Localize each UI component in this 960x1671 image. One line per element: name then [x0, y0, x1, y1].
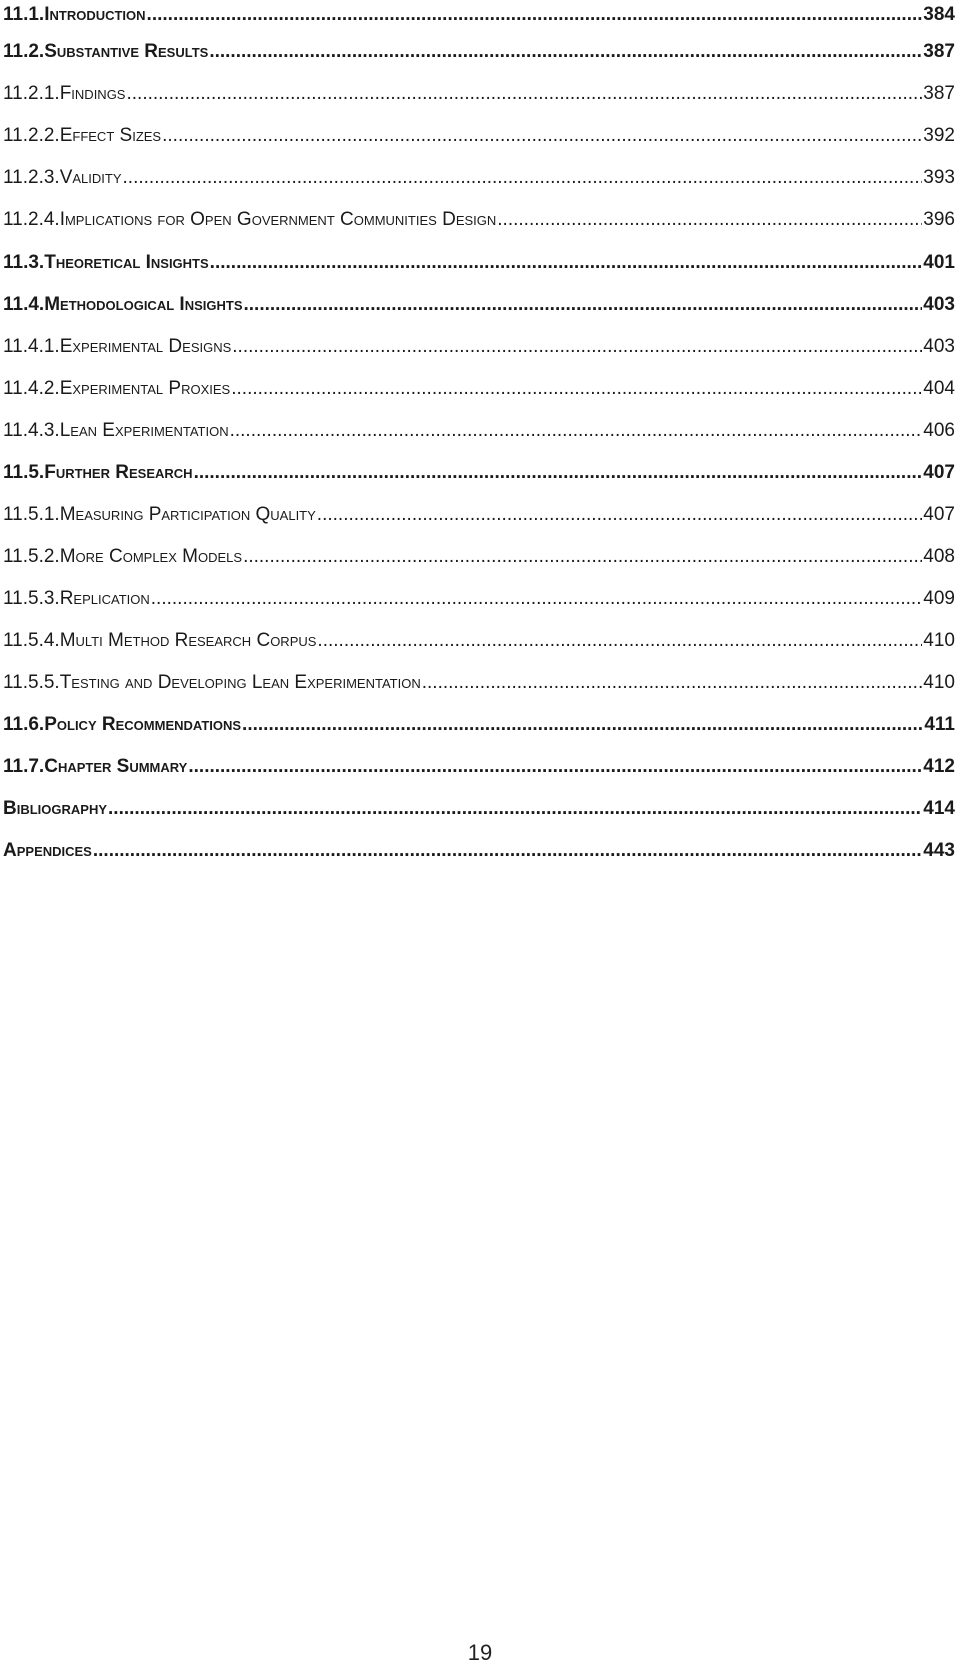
toc-entry-page: 414 [923, 798, 955, 819]
toc-entry[interactable] [3, 542, 955, 572]
toc-entry-title: Effect Sizes [59, 125, 162, 146]
toc-entry-title: Bibliography [3, 798, 108, 819]
toc-entry-title: Appendices [3, 840, 92, 861]
toc-dot-leader [317, 500, 923, 530]
toc-entry-page: 387 [923, 83, 955, 104]
toc-entry-page: 401 [923, 252, 955, 273]
toc-entry[interactable] [3, 163, 955, 193]
toc-dot-leader [108, 794, 922, 824]
toc-entry-page: 407 [923, 504, 955, 525]
toc-entry-title: Experimental Proxies [59, 378, 231, 399]
toc-entry-number: 11.6. [3, 714, 45, 735]
toc-entry-number: 11.7. [3, 756, 45, 777]
toc-entry-number: 11.4. [3, 294, 45, 315]
toc-entry-number: 11.5.2. [3, 546, 60, 567]
toc-entry[interactable] [3, 374, 955, 404]
toc-entry-page: 407 [923, 462, 955, 483]
toc-entry-number: 11.5.5. [3, 672, 60, 693]
toc-entry-title: Validity [59, 167, 122, 188]
toc-entry-page: 410 [923, 630, 955, 651]
toc-entry-title: Measuring Participation Quality [59, 504, 316, 525]
toc-dot-leader [123, 163, 923, 193]
toc-entry-page: 392 [923, 125, 955, 146]
toc-entry-title: Chapter Summary [44, 756, 188, 777]
toc-entry[interactable] [3, 500, 955, 530]
toc-entry-page: 406 [923, 420, 955, 441]
toc-entry-number: 11.2. [3, 41, 45, 62]
toc-entry-title: Further Research [44, 462, 193, 483]
toc-entry[interactable] [3, 332, 955, 362]
toc-entry[interactable] [3, 836, 955, 866]
toc-entry[interactable] [3, 79, 955, 109]
toc-dot-leader [126, 79, 922, 109]
toc-entry[interactable] [3, 37, 955, 67]
toc-entry-number: 11.5.1. [3, 504, 60, 525]
toc-entry-title: Substantive Results [44, 41, 209, 62]
toc-entry-page: 403 [923, 336, 955, 357]
toc-entry[interactable] [3, 710, 955, 740]
toc-dot-leader [162, 121, 922, 151]
toc-entry[interactable] [3, 752, 955, 782]
toc-entry-page: 411 [924, 714, 955, 735]
toc-entry-page: 412 [923, 756, 955, 777]
toc-entry-title: Implications for Open Government Communities Design [59, 209, 497, 230]
toc-entry-title: Multi Method Research Corpus [59, 630, 317, 651]
toc-dot-leader [231, 374, 922, 404]
toc-entry-title: Introduction [44, 4, 146, 25]
toc-dot-leader [188, 752, 922, 782]
toc-entry-number: 11.2.4. [3, 209, 60, 230]
toc-entry[interactable] [3, 668, 955, 698]
toc-entry-title: Theoretical Insights [44, 252, 209, 273]
toc-dot-leader [497, 205, 922, 235]
toc-entry-number: 11.4.2. [3, 378, 60, 399]
toc-entry-page: 404 [923, 378, 955, 399]
toc-entry-title: Replication [59, 588, 150, 609]
toc-entry[interactable] [3, 121, 955, 151]
toc-entry-title: Testing and Developing Lean Experimentation [59, 672, 421, 693]
toc-dot-leader [230, 416, 923, 446]
toc-entry-number: 11.2.3. [3, 167, 60, 188]
toc-entry-title: Lean Experimentation [59, 420, 229, 441]
toc-entry-number: 11.2.1. [3, 83, 60, 104]
toc-entry-number: 11.3. [3, 252, 45, 273]
toc-entry[interactable] [3, 0, 955, 30]
toc-entry-page: 409 [923, 588, 955, 609]
toc-entry[interactable] [3, 416, 955, 446]
toc-dot-leader [93, 836, 922, 866]
toc-entry-title: Experimental Designs [59, 336, 232, 357]
toc-entry-title: Methodological Insights [44, 294, 243, 315]
toc-dot-leader [317, 626, 922, 656]
toc-entry[interactable] [3, 794, 955, 824]
toc-entry-page: 387 [923, 41, 955, 62]
toc-dot-leader [232, 332, 922, 362]
toc-dot-leader [194, 458, 923, 488]
toc-entry-title: Policy Recommendations [44, 714, 242, 735]
toc-entry-title: Findings [59, 83, 126, 104]
toc-entry-number: 11.5.4. [3, 630, 60, 651]
toc-entry-number: 11.5. [3, 462, 45, 483]
toc-entry-page: 393 [923, 167, 955, 188]
toc-entry-number: 11.5.3. [3, 588, 60, 609]
toc-entry-number: 11.2.2. [3, 125, 60, 146]
toc-dot-leader [422, 668, 923, 698]
page-number: 19 [467, 1640, 493, 1665]
toc-dot-leader [244, 290, 923, 320]
toc-dot-leader [210, 248, 923, 278]
toc-entry-page: 403 [923, 294, 955, 315]
toc-dot-leader [209, 37, 922, 67]
toc-entry-page: 410 [923, 672, 955, 693]
toc-entry[interactable] [3, 458, 955, 488]
toc-entry-page: 408 [923, 546, 955, 567]
toc-entry-number: 11.4.3. [3, 420, 60, 441]
toc-entry-page: 384 [923, 4, 955, 25]
toc-entry[interactable] [3, 584, 955, 614]
toc-entry[interactable] [3, 290, 955, 320]
toc-entry[interactable] [3, 626, 955, 656]
toc-dot-leader [242, 710, 923, 740]
toc-entry-page: 443 [923, 840, 955, 861]
toc-entry-number: 11.4.1. [3, 336, 60, 357]
toc-dot-leader [151, 584, 923, 614]
toc-dot-leader [243, 542, 922, 572]
toc-entry[interactable] [3, 248, 955, 278]
toc-entry-title: More Complex Models [59, 546, 243, 567]
toc-entry[interactable] [3, 205, 955, 235]
toc-dot-leader [147, 0, 923, 30]
toc-entry-number: 11.1. [3, 4, 45, 25]
toc-entry-page: 396 [923, 209, 955, 230]
